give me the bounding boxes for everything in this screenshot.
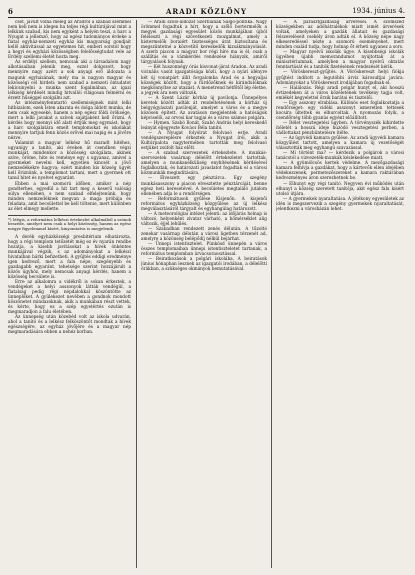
news-item: — A gyümölcsös kertek védelme. A mezőgazdasági kamara felhívja a gazdákat, hogy a kártevők ellen idejében védekezzenek, permetezőszereket a kamara raktárában kedvezményes áron szerezhetnek be.	[276, 161, 404, 182]
news-item: — Vöröskereszt-gyűjtés. A Vöröskereszt helyi fiókja gyűjtést indított a legutóbbi árvíz károsultjai javára. Adományokat a Vöröskereszt irodájában fogadnak el.	[276, 70, 404, 86]
page-header	[8, 6, 405, 17]
news-item: — Beiratkozások a polgári iskolába. A beiratások június hónapban lesznek az igazgatói irodában, a délelőtti órákban, a szükséges okmányok bemutatásával.	[141, 257, 267, 273]
news-item: — Ünnepi istentisztelet. Pünkösd ünnepén a város összes templomaiban ünnepi istentiszteletet tartanak, a református templomban úrvacsoraosztással.	[141, 242, 267, 258]
news-item: — Magyar nyelvű iskolák ügye. A kisebbségi iskolák ügyében újabb memorandumot nyújtottak át a minisztériumnak, amelyben a magyar nyelvű oktatás fenntartását és a tanítók fizetésének rendezését kérik.	[276, 50, 404, 71]
news-item: — Elhunyt egy régi tanító. Negyven évi működés után elhunyt a község szeretett tanítója, akit egész falu kísért utolsó útjára.	[276, 181, 404, 197]
column-2	[141, 20, 267, 570]
news-item: — Az ügyvédi kamara gyűlése. Az aradi ügyvédi kamara közgyűlést tartott, amelyen a kamara új vezetőségét választották meg egyhangú szavazással.	[276, 136, 404, 152]
paragraph: Az erdélyi szellem, nemcsak aki a társadalom nagy alkotásaiban jelenik meg, ezzel dolgozott, hogy mennyire nagy azért a sok anyagi erő áldozata a magunk egyházának, mely ma is nagyon magyar és közösségi cél hirdeti: nem szabad a nemzeti öntudatot lekicsinyelni a munka szent fogalmában, az igazi lelkiség kérdését mindig hitvallói világosan felmérni és érzett hűséggel szolgálni azt.	[8, 60, 131, 101]
news-item: — Halálozás. Régi aradi polgár hunyt el, aki hosszú évtizedeken át a város közéletének tevékeny tagja volt, emlékét kegyelettel őrzik barátai és tisztelői.	[276, 85, 404, 101]
column-3	[276, 20, 404, 570]
news-item: — A gyermekek nyaraltatása. A jótékony egyesületek az idén is megszervezik a szegény gyermekek nyaraltatását, jelentkezni a városházán lehet.	[276, 196, 404, 212]
paragraph: Erre az alkalomra a vidékről is sokan érkeztek, a vendégeket a helyi asszonyok látták vendégül, a fiatalság pedig régi népdalokkal köszöntötte az ünneplőket. A gyülekezet nevében a gondnok mondott köszönetet mindazoknak, akik a munkában részt vettek, és kérte, hogy ez a szép egyetértés ezután is megmaradjon a falu életében.	[8, 279, 131, 316]
news-item: — Két huszonnégy órás kisvonat-járat Aradon. Az aradi vicinális vasút igazgatósága közli, hogy a nyári idényre két új vonatpárt állít forgalomba Arad és a hegyaljai községek között, hogy a fürdőzőknek és kirándulóknak megkönnyítse az utazást. A menetrend hétfőtől lép életbe, a jegyek ára nem változik.	[141, 65, 267, 96]
paragraph: csét, javult volna meleg az Aradról a szabad szemmel nem kell nem is idegen ha teljes régi kultúrájával mint a lelkünk szabad, kis nem egyként a helyén teszi, a harc a Nyugat a jellemző, hogy az egész tudományos érdeke a fiatal egyház-nemzeti egyház kis magyarság gondjait kellő aktivitással az egyetemes hit, emberi sorstól hogy a hegyi és egyházi közösségben felelősségtudat vele az Erdély szellemi életét hozta meg.	[8, 20, 131, 61]
news-item: — Aradi szőlő-áldozat Szerbiának Salgó-politika. Nagy örömmel fogadtuk a hírt, hogy a szőlő bortermelők a megyei gazdasági egyesület közös munkájában újból feléleszti a régi szövetkezeti mozgalmat, amely a kistermelők boraiért tisztességes árat biztosítana és megszüntetné a közvetítő kereskedők kizsákmányolását. A szerb piacon a magyar bor régi híre ma is él, csak a szállítás és a vámkérdés rendezése hiányzik, amiről tárgyalások folynak.	[141, 20, 267, 66]
column-1	[8, 20, 131, 570]
paragraph: Az intézményfenntartó szellemiségnek mint lelki hitbizalom, ezek Isten akarata és dolga áldott munka, de nem csak egyeseké, hanem a nép egész földi öröksége, mert a lelki javakat a szívek sajátjaként kell őrizni. A kérdés hogy mennyi idő alatt értjük meg egymást, hogy a harc szolgálatára emelt templomokat és iskolákat mennyire tartjuk fenn közös erővel mai napig és a jövőre nézve.	[8, 100, 131, 142]
footnote: *) Mégis, a református lelkészi értekezlet alkalmából a szónok beszéde, amelyet nem csak a helyi közönség, hanem az egész megye figyelemmel kísért, kinyomtatva is megjelenik.	[8, 216, 131, 231]
newspaper-title: ARADI KÖZLÖNY	[166, 7, 247, 16]
issue-date: 1934. június 4.	[352, 7, 405, 15]
news-item: — Ítélet vesztegetési ügyben. A törvényszék kihirdette ítéletét a hosszú ideje húzódó vesztegetési perben, a vádlottakat pénzbüntetésre ítélte.	[276, 120, 404, 137]
news-item: — A meteorológiai intézet jelenti: az időjárás holnap is változó, helyenként zivatar várható, a hőmérséklet alig változik, éjjel lehűlés.	[141, 211, 267, 227]
news-item: — Mi történt ma? — kérdezik a polgárok a városi tanácstól a vízvezeték-munkák késlekedése miatt.	[276, 151, 404, 162]
header-rule	[8, 17, 405, 18]
news-item: — Hymen. Szabó Ilonát, Szabó András helyi kereskedő leányát eljegyezte Kovács Béla tanító.	[141, 120, 267, 131]
news-item: — Egy asszony elrablása. Különös eset foglalkoztatja a rendőrséget: egy vidéki asszonyt ismeretlen tettesek kocsira ültettek és elhurcoltak. A nyomozás folyik, a csendőrség több gyanús egyént előállított.	[276, 100, 404, 121]
news-item: — A szabad szervezetek értekezlete. A munkás-szervezetek vasárnap délelőtt értekezletet tartottak, amelyen a munkanélküliség enyhítésének kérdésével foglalkoztak, és határozati javaslatot fogadtak el a városi közmunkák megindítására.	[141, 151, 267, 177]
column-divider	[136, 20, 137, 568]
news-item: — Reformátusok gyűlése Kisjenőn. A kisjenői református egyházközség közgyűlése az új lelkész megválasztásáról tárgyalt és egyhangúlag határozott.	[141, 196, 267, 212]
news-item: — A Nyugat folyóirat felolvasó estje. Aradi vendégszereplésre érkeztek a Nyugat írói, akik a Kultúrpalota nagytermében tartották meg felolvasó estjüket zsúfolt ház előtt.	[141, 131, 267, 152]
news-item: — Szabadban rendezett zenés délután. A tűzoltó zenekar vasárnap délután a városi ligetben térzenét ad, amelyre a közönség belépődíj nélkül bejárhat.	[141, 226, 267, 243]
paragraph: Ebben a mai szomorú időben, amikor a nép gondterhes, egyedül a hit tart meg a keserű valóság súlya ellenében, s nem szabad elfelejtenünk, hogy minden nemzedéknek megvan a maga próbája és feladata, amit becsülettel be kell töltenie, mert különben az élet elmegy mellette.	[8, 181, 131, 212]
news-item: — A Szent Lázár kórház új pavilonja. Ünnepélyes keretek között adták át rendeltetésének a kórház új belgyógyászati pavilonját, amelyet a város és a megye közösen épített. Az avatáson megjelentek a hatóságok képviselői, az orvosi kar tagjai és a város számos polgára.	[141, 95, 267, 121]
column-divider	[271, 20, 272, 568]
paragraph: Az ünnepség után közebéd volt az iskola udvarán, ahol a tanító és a lelkész felköszöntőt mondtak a hívek egészségére, az egyház jövőjére és a magyar nép megmaradására ebben a nehéz korban.	[8, 315, 131, 336]
paragraph: A derék egyházközségi presbitérium elhatározta, hogy a régi templom tetőzetét még ez év nyarán rendbe hozatja, a kisebb javításokat a hívek önkéntes munkájával végzik, s az adományokat a lelkészi hivatalban bárki befizetheti. A gyűjtés eddigi eredménye igen kedvező, mert a falu népe, szegényebb és gazdagabb egyaránt, tehetsége szerint hozzájárult a közös ügyhöz, mely nemcsak anyagi kérdés, hanem a közösség becsülete is.	[8, 234, 131, 280]
news-item: — Elveszett egy pénztárca. Egy szegény munkásasszony a piacon elvesztette pénztárcáját, benne egész heti keresetével. A becsületes megtaláló jutalom ellenében adja le a rendőrségen.	[141, 176, 267, 197]
page-number: 6	[8, 7, 13, 16]
paragraph: Valamint a magyar lelkész hű maradt hitéhez, ugyanígy a tanító, aki éveken át csendben végzi munkáját, mindenkor a közösség szolgálata, akinek szíve, öröme, hite és reménye egy s ugyanaz, amivel a gyermeket nevelni kell, egyetlen kincsét a jövő nemzedékekre hagyva; ezért minden kis község ügyét kell őriznünk, a templomot tartani, mert a gyermek ott tanul hitet és nyelvet egyaránt.	[8, 141, 131, 182]
news-item: — A parasztgazdaság árverései. A szomszéd községekben az adóhátralékok miatt ismét árverések voltak, amelyeken a gazdák állatait és gazdasági felszereléseit csekély áron adták el. A község népe nagy elkeseredéssel nézte a szomorú eseményeket, mert minden család tudja, hogy holnap őt érheti ugyanez a sors.	[276, 20, 404, 51]
